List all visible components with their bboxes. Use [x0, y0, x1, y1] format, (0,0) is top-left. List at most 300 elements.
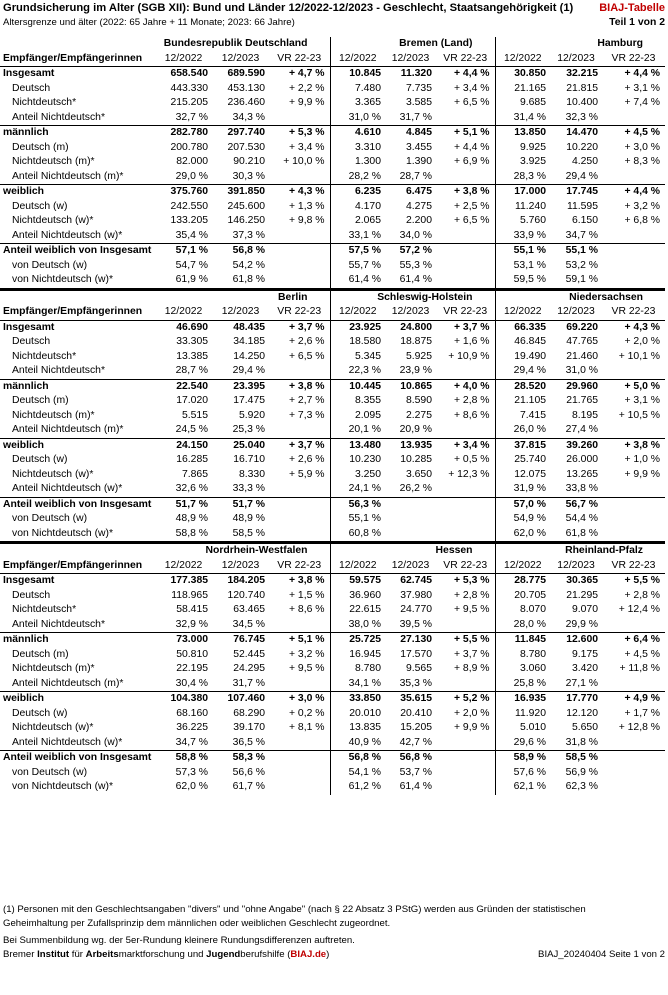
value-2022: 34,7 % — [175, 736, 208, 748]
change-rate: + 9,9 % — [453, 722, 490, 733]
change-rate — [602, 273, 665, 289]
value-2023: 55,3 % — [399, 259, 432, 271]
change-rate — [602, 259, 665, 274]
change-rate-header: VR 22-23 — [277, 52, 322, 64]
change-rate: + 3,7 % — [269, 320, 330, 335]
change-rate — [602, 244, 665, 259]
change-rate: + 4,4 % — [436, 67, 495, 82]
change-rate: + 3,7 % — [436, 320, 495, 335]
change-rate — [436, 751, 495, 766]
value-2022: 21.105 — [495, 394, 550, 409]
value-2022: 62,0 % — [495, 527, 550, 543]
publisher-text-5: ) — [326, 949, 330, 960]
value-2022: 33.305 — [176, 336, 208, 347]
change-rate: + 6,9 % — [453, 156, 490, 167]
value-2022: 3.925 — [495, 155, 550, 170]
value-2022: 4.170 — [330, 200, 385, 215]
page-reference: BIAJ_20240404 Seite 1 von 2 — [538, 949, 665, 960]
value-2022: 57,1 % — [155, 244, 212, 259]
value-2022: 7.865 — [181, 468, 208, 480]
year-2022-header: 12/2022 — [495, 559, 550, 574]
value-2023: 1.390 — [405, 156, 432, 167]
value-2022: 658.540 — [155, 67, 212, 82]
value-2023: 8.330 — [238, 468, 265, 480]
value-2023: 34.185 — [233, 336, 265, 347]
table-row — [0, 618, 665, 633]
publisher-link[interactable]: BIAJ.de — [290, 949, 327, 960]
table-row — [0, 111, 665, 126]
value-2023: 6.150 — [571, 215, 598, 226]
value-2023: 24.800 — [385, 320, 436, 335]
value-2022: 17.000 — [495, 185, 550, 200]
change-rate: + 2,8 % — [453, 589, 490, 601]
row-label: Deutsch — [12, 82, 51, 94]
value-2023: 61,8 % — [232, 274, 265, 285]
value-2022: 28,2 % — [330, 170, 385, 185]
change-rate: + 4,4 % — [602, 185, 665, 200]
table-row — [0, 214, 665, 229]
value-2023: 48,9 % — [232, 513, 265, 524]
table-row — [0, 512, 665, 527]
table-row — [0, 259, 665, 274]
value-2022: 9.925 — [495, 141, 550, 156]
value-2023: 37,3 % — [232, 229, 265, 241]
value-2022: 46.845 — [495, 335, 550, 350]
value-2022: 24,1 % — [330, 482, 385, 497]
value-2022: 29,0 % — [175, 170, 208, 182]
change-rate: + 4,3 % — [269, 185, 330, 200]
value-2023: 29,9 % — [565, 618, 598, 630]
value-2023: 146.250 — [227, 215, 265, 226]
value-2022: 58,8 % — [175, 527, 208, 539]
table-row — [0, 273, 665, 289]
change-rate — [269, 677, 330, 692]
change-rate: + 2,7 % — [288, 395, 325, 406]
row-label: weiblich — [0, 185, 155, 200]
value-2023: 24.770 — [400, 604, 432, 615]
row-label: Anteil Nichtdeutsch (w)* — [12, 483, 123, 494]
value-2023: 31,8 % — [565, 736, 598, 748]
value-2022: 33.850 — [330, 692, 385, 707]
value-2022: 200.780 — [170, 141, 208, 153]
change-rate-header: VR 22-23 — [443, 306, 488, 317]
row-label: Nichtdeutsch (w)* — [12, 468, 94, 480]
value-2023: 30.365 — [550, 574, 602, 589]
table-header — [3, 2, 665, 36]
value-2022: 57,3 % — [175, 766, 208, 778]
change-rate: + 7,3 % — [288, 409, 325, 421]
year-2022-header: 12/2022 — [495, 52, 550, 67]
value-2023: 32.215 — [550, 67, 602, 82]
value-2022: 60,8 % — [330, 527, 385, 543]
value-2022: 36.225 — [176, 722, 208, 733]
value-2023: 33,3 % — [232, 483, 265, 494]
value-2023: 391.850 — [212, 185, 269, 200]
value-2023: 55,1 % — [550, 244, 602, 259]
change-rate: + 2,2 % — [288, 82, 325, 94]
value-2023: 20,9 % — [399, 424, 432, 435]
value-2023: 27,1 % — [565, 677, 598, 689]
row-label: Deutsch (m) — [12, 141, 69, 153]
change-rate: + 3,4 % — [288, 141, 325, 153]
change-rate — [436, 780, 495, 795]
value-2023 — [385, 497, 436, 512]
table-row — [0, 633, 665, 648]
value-2023: 53,7 % — [399, 766, 432, 778]
value-2022: 16.285 — [176, 454, 208, 465]
value-2023: 3.650 — [405, 468, 432, 480]
change-rate: + 5,1 % — [436, 126, 495, 141]
value-2022: 133.205 — [170, 215, 208, 226]
value-2022: 30.850 — [495, 67, 550, 82]
value-2023: 31,0 % — [565, 365, 598, 376]
year-2023-header: 12/2023 — [221, 306, 260, 317]
panel-region-row — [0, 37, 665, 52]
value-2023: 48.435 — [212, 320, 269, 335]
value-2022: 62,1 % — [495, 780, 550, 795]
value-2022: 104.380 — [155, 692, 212, 707]
change-rate — [602, 364, 665, 379]
value-2023: 16.710 — [233, 454, 265, 465]
year-2023-header: 12/2023 — [221, 559, 260, 571]
change-rate: + 9,5 % — [288, 663, 325, 674]
table-row — [0, 320, 665, 335]
row-label: von Deutsch (w) — [12, 259, 88, 271]
row-label: Nichtdeutsch (m)* — [12, 409, 95, 421]
value-2023: 26,2 % — [399, 483, 432, 494]
value-2023: 2.200 — [405, 215, 432, 226]
change-rate — [436, 677, 495, 692]
value-2022: 31,4 % — [495, 111, 550, 126]
change-rate: + 8,6 % — [288, 604, 325, 615]
table-row — [0, 170, 665, 185]
value-2023: 14.250 — [233, 350, 265, 362]
value-2022: 21.165 — [495, 82, 550, 97]
table-row — [0, 335, 665, 350]
table-row — [0, 780, 665, 795]
row-label: männlich — [0, 633, 155, 648]
year-2023-header: 12/2023 — [557, 52, 595, 64]
region-label-spacer — [0, 37, 155, 52]
change-rate: + 4,4 % — [453, 141, 490, 153]
year-2022-header: 12/2022 — [164, 52, 203, 64]
change-rate — [436, 273, 495, 289]
value-2023: 47.765 — [566, 336, 598, 347]
value-2023: 10.865 — [385, 379, 436, 394]
value-2023: 21.815 — [566, 82, 598, 94]
value-2022: 5.010 — [495, 721, 550, 736]
value-2023: 13.265 — [566, 468, 598, 480]
value-2022: 18.580 — [330, 335, 385, 350]
row-label: von Nichtdeutsch (w)* — [12, 527, 114, 539]
value-2023: 35,3 % — [399, 677, 432, 689]
value-2023: 29,4 % — [232, 365, 265, 376]
row-label: Anteil Nichtdeutsch* — [12, 618, 105, 630]
value-2022: 13.385 — [176, 350, 208, 362]
change-rate — [269, 170, 330, 185]
value-2022: 31,0 % — [330, 111, 385, 126]
value-2023: 236.460 — [227, 97, 265, 108]
value-2023: 5.920 — [238, 409, 265, 421]
value-2022: 35,4 % — [175, 229, 208, 241]
value-2023: 17.745 — [550, 185, 602, 200]
value-2023: 34,7 % — [565, 229, 598, 241]
year-2022-header: 12/2022 — [330, 52, 385, 67]
row-label: Anteil Nichtdeutsch (m)* — [12, 677, 124, 689]
value-2023: 21.765 — [566, 395, 598, 406]
value-2022: 12.075 — [495, 468, 550, 483]
value-2023: 12.120 — [566, 707, 598, 719]
value-2022: 82.000 — [176, 156, 208, 167]
value-2022: 28,7 % — [175, 365, 208, 376]
value-2022: 177.385 — [155, 574, 212, 589]
value-2023: 56,7 % — [550, 497, 602, 512]
value-2022: 61,2 % — [330, 780, 385, 795]
change-rate: + 5,5 % — [602, 574, 665, 589]
value-2022: 3.310 — [330, 141, 385, 156]
region-name: Rheinland-Pfalz — [495, 543, 665, 559]
value-2023: 24.295 — [233, 663, 265, 674]
value-2023: 12.600 — [550, 633, 602, 648]
change-rate: + 8,1 % — [288, 722, 325, 733]
value-2023: 14.470 — [550, 126, 602, 141]
change-rate: + 8,6 % — [453, 409, 490, 421]
value-2022: 57,6 % — [495, 766, 550, 781]
row-label: weiblich — [0, 438, 155, 453]
value-2022: 29,6 % — [495, 736, 550, 751]
table-row — [0, 603, 665, 618]
change-rate: + 1,6 % — [453, 336, 490, 347]
change-rate — [269, 111, 330, 126]
value-2023: 35.615 — [385, 692, 436, 707]
value-2022: 46.690 — [155, 320, 212, 335]
value-2023: 51,7 % — [212, 497, 269, 512]
row-label: Anteil Nichtdeutsch (w)* — [12, 736, 123, 748]
value-2023 — [385, 527, 436, 543]
publisher-line — [3, 948, 329, 962]
value-2023: 36,5 % — [232, 736, 265, 748]
change-rate: + 5,3 % — [269, 126, 330, 141]
publisher-text-2: für — [69, 949, 86, 960]
change-rate: + 4,5 % — [624, 648, 660, 660]
value-2023: 10.220 — [566, 141, 598, 153]
row-label: Deutsch — [12, 336, 51, 347]
region-name: Bremen (Land) — [330, 37, 495, 52]
row-label: männlich — [0, 126, 155, 141]
value-2023: 37.980 — [400, 589, 432, 601]
value-2023: 31,7 % — [232, 677, 265, 689]
value-2022: 62,0 % — [175, 781, 208, 792]
row-label: Anteil Nichtdeutsch* — [12, 365, 105, 376]
row-label: von Nichtdeutsch (w)* — [12, 274, 114, 285]
region-name: Nordrhein-Westfalen — [155, 543, 330, 559]
change-rate — [602, 229, 665, 244]
value-2023: 4.250 — [571, 156, 598, 167]
change-rate-header: VR 22-23 — [277, 306, 322, 317]
value-2023: 3.455 — [405, 141, 432, 153]
value-2022: 10.845 — [330, 67, 385, 82]
value-2022: 53,1 % — [495, 259, 550, 274]
value-2022: 22.540 — [155, 379, 212, 394]
value-2022: 8.355 — [330, 394, 385, 409]
value-2023: 32,3 % — [565, 111, 598, 123]
value-2023: 56,8 % — [212, 244, 269, 259]
value-2022: 215.205 — [170, 97, 208, 108]
value-2023: 2.275 — [405, 409, 432, 421]
change-rate — [436, 364, 495, 379]
table-row — [0, 229, 665, 244]
value-2022: 7.480 — [330, 82, 385, 97]
change-rate — [602, 736, 665, 751]
row-label-header: Empfänger/Empfängerinnen — [3, 52, 143, 64]
value-2022: 61,9 % — [175, 274, 208, 285]
row-label: Nichtdeutsch (m)* — [12, 156, 95, 167]
value-2022: 54,7 % — [175, 259, 208, 271]
change-rate: + 0,5 % — [453, 454, 490, 465]
value-2023: 62,3 % — [565, 781, 598, 792]
row-label: Anteil weiblich von Insgesamt — [0, 497, 155, 512]
value-2023: 30,3 % — [232, 170, 265, 182]
publisher-bold-1: Institut — [37, 949, 70, 960]
value-2022: 32,7 % — [175, 111, 208, 123]
value-2023: 20.410 — [400, 707, 432, 719]
row-label: Insgesamt — [0, 574, 155, 589]
value-2023: 29.960 — [550, 379, 602, 394]
value-2023: 56,9 % — [565, 766, 598, 778]
value-2022: 25,8 % — [495, 677, 550, 692]
change-rate — [436, 512, 495, 527]
table-row — [0, 350, 665, 365]
change-rate — [269, 423, 330, 438]
table-row — [0, 96, 665, 111]
value-2022: 58.415 — [176, 604, 208, 615]
value-2023: 28,7 % — [399, 170, 432, 182]
value-2023: 9.070 — [571, 604, 598, 615]
value-2023: 29,4 % — [565, 170, 598, 182]
value-2023: 4.845 — [385, 126, 436, 141]
value-2023 — [385, 512, 436, 527]
value-2023: 61,4 % — [399, 781, 432, 792]
table-row — [0, 751, 665, 766]
value-2022: 17.020 — [176, 395, 208, 406]
value-2022: 38,0 % — [330, 618, 385, 633]
value-2023: 61,7 % — [232, 781, 265, 792]
value-2023: 26.000 — [566, 454, 598, 465]
change-rate: + 9,9 % — [624, 468, 660, 480]
row-label: Deutsch (m) — [12, 395, 69, 406]
value-2022: 66.335 — [495, 320, 550, 335]
value-2022: 50.810 — [176, 648, 208, 660]
part-label: Teil 1 von 2 — [609, 17, 665, 28]
value-2022: 51,7 % — [155, 497, 212, 512]
value-2022: 22.195 — [176, 663, 208, 674]
value-2022: 26,0 % — [495, 423, 550, 438]
table-row — [0, 482, 665, 497]
row-label: Anteil Nichtdeutsch* — [12, 111, 105, 123]
table-row — [0, 200, 665, 215]
publisher-bold-3: Jugend — [206, 949, 241, 960]
value-2023: 61,8 % — [565, 527, 598, 539]
change-rate — [436, 618, 495, 633]
value-2023: 25,3 % — [232, 424, 265, 435]
value-2023: 90.210 — [233, 156, 265, 167]
value-2022: 55,1 % — [495, 244, 550, 259]
change-rate — [436, 766, 495, 781]
value-2023: 54,2 % — [232, 259, 265, 271]
change-rate: + 4,0 % — [436, 379, 495, 394]
value-2022: 56,3 % — [330, 497, 385, 512]
change-rate: + 5,2 % — [436, 692, 495, 707]
region-name: Berlin — [155, 289, 330, 305]
value-2023: 39,5 % — [399, 618, 432, 630]
value-2022: 19.490 — [495, 350, 550, 365]
value-2023: 52.445 — [233, 648, 265, 660]
value-2023: 689.590 — [212, 67, 269, 82]
value-2022: 20.705 — [495, 589, 550, 604]
year-2023-header: 12/2023 — [391, 559, 430, 571]
change-rate — [436, 736, 495, 751]
value-2022: 2.095 — [330, 409, 385, 424]
value-2022: 34,1 % — [330, 677, 385, 692]
row-label: Insgesamt — [0, 320, 155, 335]
change-rate — [602, 677, 665, 692]
value-2023: 9.175 — [571, 648, 598, 660]
table-row — [0, 453, 665, 468]
table-title: Grundsicherung im Alter (SGB XII): Bund und Länder 12/2022-12/2023 - Geschlecht, Staatsangehörigkeit (1) — [3, 2, 574, 14]
change-rate — [602, 618, 665, 633]
year-2023-header: 12/2023 — [221, 52, 260, 64]
value-2023: 6.475 — [385, 185, 436, 200]
change-rate: + 10,1 % — [618, 350, 660, 362]
change-rate — [436, 482, 495, 497]
change-rate: + 4,7 % — [269, 67, 330, 82]
year-2022-header: 12/2022 — [495, 305, 550, 320]
value-2023: 13.935 — [385, 438, 436, 453]
change-rate-header: VR 22-23 — [443, 559, 488, 571]
change-rate — [269, 244, 330, 259]
change-rate: + 2,8 % — [624, 589, 660, 601]
value-2022: 36.960 — [330, 589, 385, 604]
value-2023: 61,4 % — [399, 274, 432, 285]
change-rate: + 2,0 % — [624, 336, 660, 347]
table-row — [0, 423, 665, 438]
change-rate: + 5,5 % — [436, 633, 495, 648]
change-rate — [436, 497, 495, 512]
year-2023-header: 12/2023 — [557, 559, 595, 571]
value-2023: 3.585 — [405, 97, 432, 108]
value-2023: 17.770 — [550, 692, 602, 707]
value-2022: 10.230 — [330, 453, 385, 468]
change-rate: + 3,4 % — [453, 82, 490, 94]
change-rate: + 3,7 % — [269, 438, 330, 453]
value-2023: 25.040 — [212, 438, 269, 453]
value-2023: 245.600 — [227, 200, 265, 212]
change-rate — [269, 273, 330, 289]
change-rate — [602, 512, 665, 527]
value-2022: 375.760 — [155, 185, 212, 200]
table-row — [0, 82, 665, 97]
change-rate — [269, 364, 330, 379]
value-2022: 55,7 % — [330, 259, 385, 274]
value-2022: 28.775 — [495, 574, 550, 589]
change-rate: + 5,9 % — [288, 468, 325, 480]
value-2023: 59,1 % — [565, 274, 598, 285]
value-2023: 42,7 % — [399, 736, 432, 748]
value-2022: 25.740 — [495, 453, 550, 468]
region-label-spacer — [0, 289, 155, 305]
value-2022: 68.160 — [176, 707, 208, 719]
value-2022: 11.845 — [495, 633, 550, 648]
